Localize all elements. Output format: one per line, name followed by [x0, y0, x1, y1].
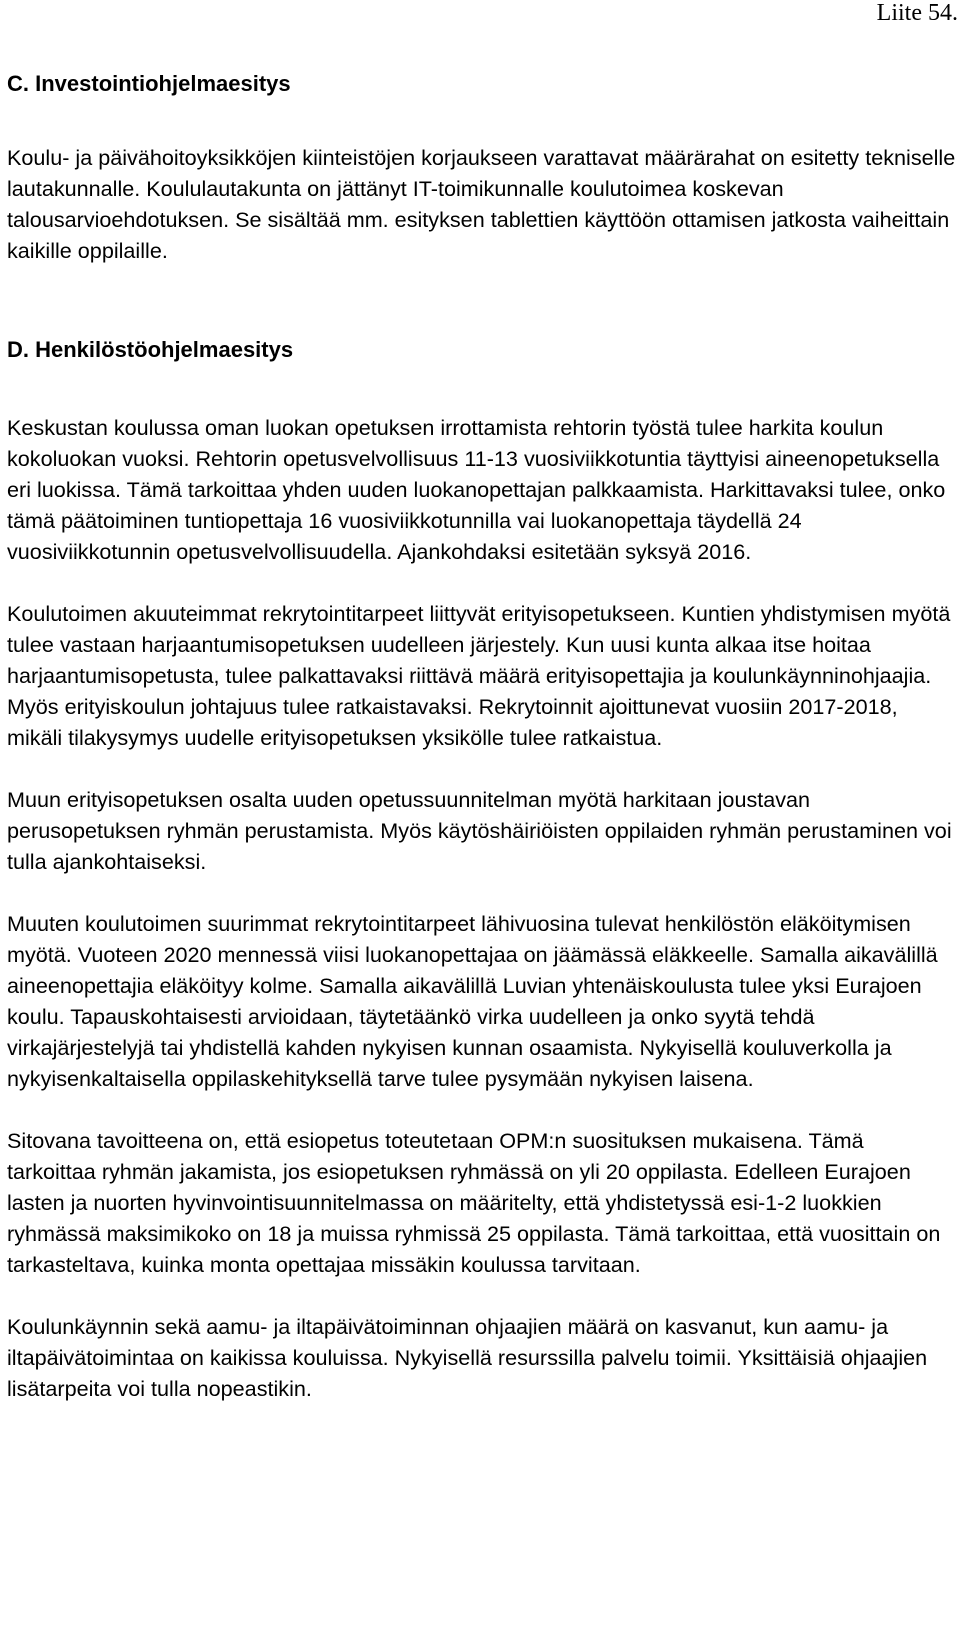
section-d-paragraph-5: Sitovana tavoitteena on, että esiopetus toteutetaan OPM:n suosituksen mukaisena. Tämä tarkoittaa ryhmän jakamista, jos esiopetuksen ryhmässä on yli 20 oppilasta. Edelleen Eurajoen lasten ja nuorten hyvinvointisuunnitelmassa on määritelty, että yhdistetyssä esi-1-2 luokkien ryhmässä maksimikoko on 18 ja muissa ryhmissä 25 oppilasta. Tämä tarkoittaa, että vuosittain on tarkasteltava, kuinka monta opettajaa missäkin koulussa tarvitaan.	[7, 1128, 941, 1277]
section-d-paragraph-2: Koulutoimen akuuteimmat rekrytointitarpeet liittyvät erityisopetukseen. Kuntien yhdistymisen myötä tulee vastaan harjaantumisopetuksen uudelleen järjestely. Kun uusi kunta alkaa itse hoitaa harjaantumisopetusta, tulee palkattavaksi riittävä määrä erityisopettajia ja koulunkäynninohjaajia. Myös erityiskoulun johtajuus tulee ratkaistavaksi. Rekrytoinnit ajoittunevat vuosiin 2017-2018, mikäli tilakysymys uudelle erityisopetuksen yksikölle tulee ratkaistua.	[7, 601, 951, 750]
section-d-paragraph-4: Muuten koulutoimen suurimmat rekrytointitarpeet lähivuosina tulevat henkilöstön eläköitymisen myötä. Vuoteen 2020 mennessä viisi luokanopettajaa on jäämässä eläkkeelle. Samalla aikavälillä aineenopettajia eläköityy kolme. Samalla aikavälillä Luvian yhtenäiskoulusta tulee yksi Eurajoen koulu. Tapauskohtaisesti arvioidaan, täytetäänkö virka uudelleen ja onko syytä tehdä virkajärjestelyjä tai yhdistellä kahden nykyisen kunnan osaamista. Nykyisellä kouluverkolla ja nykyisenkaltaisella oppilaskehityksellä tarve tulee pysymään nykyisen laisena.	[7, 911, 938, 1091]
section-d-paragraph-3: Muun erityisopetuksen osalta uuden opetussuunnitelman myötä harkitaan joustavan perusopetuksen ryhmän perustamista. Myös käytöshäiriöisten oppilaiden ryhmän perustaminen voi tulla ajankohtaiseksi.	[7, 787, 952, 874]
document-body	[7, 68, 957, 1404]
page-number-label: Liite 54.	[876, 0, 958, 26]
section-d-heading: D. Henkilöstöohjelmaesitys	[7, 337, 294, 362]
section-d-paragraph-6: Koulunkäynnin sekä aamu- ja iltapäivätoiminnan ohjaajien määrä on kasvanut, kun aamu- ja iltapäivätoimintaa on kaikissa kouluissa. Nykyisellä resurssilla palvelu toimii. Yksittäisiä ohjaajien lisätarpeita voi tulla nopeastikin.	[7, 1314, 928, 1401]
section-c-heading: C. Investointiohjelmaesitys	[7, 71, 291, 96]
section-d-paragraph-1: Keskustan koulussa oman luokan opetuksen irrottamista rehtorin työstä tulee harkita koulun kokoluokan vuoksi. Rehtorin opetusvelvollisuus 11-13 vuosiviikkotuntia täyttyisi aineenopetuksella eri luokissa. Tämä tarkoittaa yhden uuden luokanopettajan palkkaamista. Harkittavaksi tulee, onko tämä päätoiminen tuntiopettaja 16 vuosiviikkotunnilla vai luokanopettaja täydellä 24 vuosiviikkotunnin opetusvelvollisuudella. Ajankohdaksi esitetään syksyä 2016.	[7, 415, 946, 564]
section-c-paragraph: Koulu- ja päivähoitoyksikköjen kiinteistöjen korjaukseen varattavat määrärahat on esitetty tekniselle lautakunnalle. Koululautakunta on jättänyt IT-toimikunnalle koulutoimea koskevan talousarvioehdotuksen. Se sisältää mm. esityksen tablettien käyttöön ottamisen jatkosta vaiheittain kaikille oppilaille.	[7, 145, 956, 263]
